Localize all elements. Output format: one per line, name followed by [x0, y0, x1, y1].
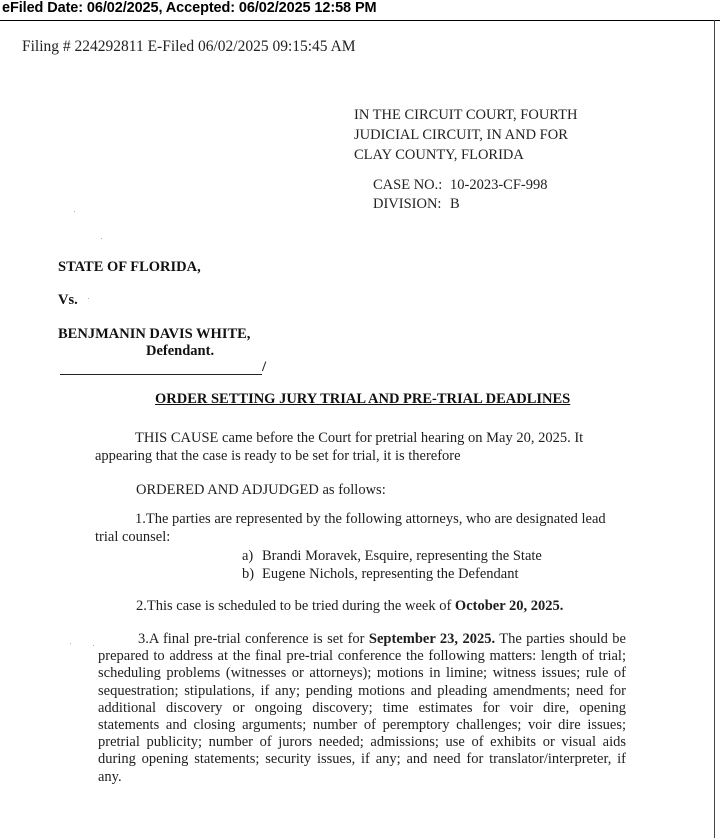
division-value: B [450, 196, 460, 212]
trial-date: October 20, 2025. [454, 598, 564, 614]
efiled-header: eFiled Date: 06/02/2025, Accepted: 06/02/2025 12:58 PM [2, 0, 377, 16]
scan-speck [74, 211, 75, 212]
opening-paragraph: THIS CAUSE came before the Court for pretrial hearing on May 20, 2025. It appearing that the case is ready to be set for trial, it is therefore [95, 430, 584, 464]
filing-stamp: Filing # 224292811 E-Filed 06/02/2025 09:15:45 AM [22, 38, 356, 55]
page-right-border [714, 20, 715, 838]
attorney-list [242, 547, 542, 583]
division-label: DIVISION: [373, 196, 442, 212]
item-3-prefix: 3.A final pre-trial conference is set for [138, 631, 369, 647]
defendant-role: Defendant. [146, 343, 215, 359]
item-2-text: 2.This case is scheduled to be tried during the week of [136, 598, 455, 614]
list-marker: a) [242, 548, 254, 564]
case-number: 10-2023-CF-998 [450, 177, 548, 193]
caption-rule [60, 374, 262, 375]
court-line: JUDICIAL CIRCUIT, IN AND FOR [354, 127, 568, 143]
plaintiff-name: STATE OF FLORIDA, [58, 259, 201, 275]
scan-speck [93, 645, 94, 646]
item-3-matters: The parties should be prepared to address at the final pre-trial conference the following matters: length of trial; scheduling problems (witnesses or attorneys); motions in limine; witness issues; rule of sequestration; stipulations, if any; pending motions and pleading amendments; need for additional discovery or ongoing discovery; time estimates for voir dire, opening statements and closing arguments; number of peremptory challenges; voir dire issues; pretrial publicity; number of jurors needed; admissions; use of exhibits or visual aids during opening statements; security issues, if any; and need for translator/interpreter, if any. [98, 631, 626, 785]
attorney-entry: Brandi Moravek, Esquire, representing the State [262, 548, 542, 564]
court-caption [354, 105, 577, 165]
scan-speck [70, 643, 71, 644]
scan-speck [101, 238, 102, 239]
court-line: IN THE CIRCUIT COURT, FOURTH [354, 107, 578, 123]
item-3-pretrial-conference [98, 631, 626, 786]
order-title: ORDER SETTING JURY TRIAL AND PRE-TRIAL DEADLINES [155, 391, 571, 407]
item-1-attorneys: 1.The parties are represented by the following attorneys, who are designated lead trial counsel: [95, 511, 606, 545]
item-2-trial-week [136, 597, 563, 615]
list-marker: b) [242, 566, 255, 582]
caption-slash: / [262, 359, 267, 375]
scan-speck [88, 298, 89, 299]
conference-date: September 23, 2025. [368, 631, 496, 647]
court-line: CLAY COUNTY, FLORIDA [354, 147, 524, 163]
attorney-entry: Eugene Nichols, representing the Defendant [262, 566, 519, 582]
list-item [242, 547, 542, 565]
defendant-name: BENJMANIN DAVIS WHITE, [58, 326, 251, 342]
list-item [242, 565, 542, 583]
page-top-border [0, 20, 720, 21]
case-number-label: CASE NO.: [373, 177, 443, 193]
versus-label: Vs. [58, 292, 78, 308]
case-info [373, 176, 547, 214]
ordered-adjudged: ORDERED AND ADJUDGED as follows: [136, 482, 386, 498]
